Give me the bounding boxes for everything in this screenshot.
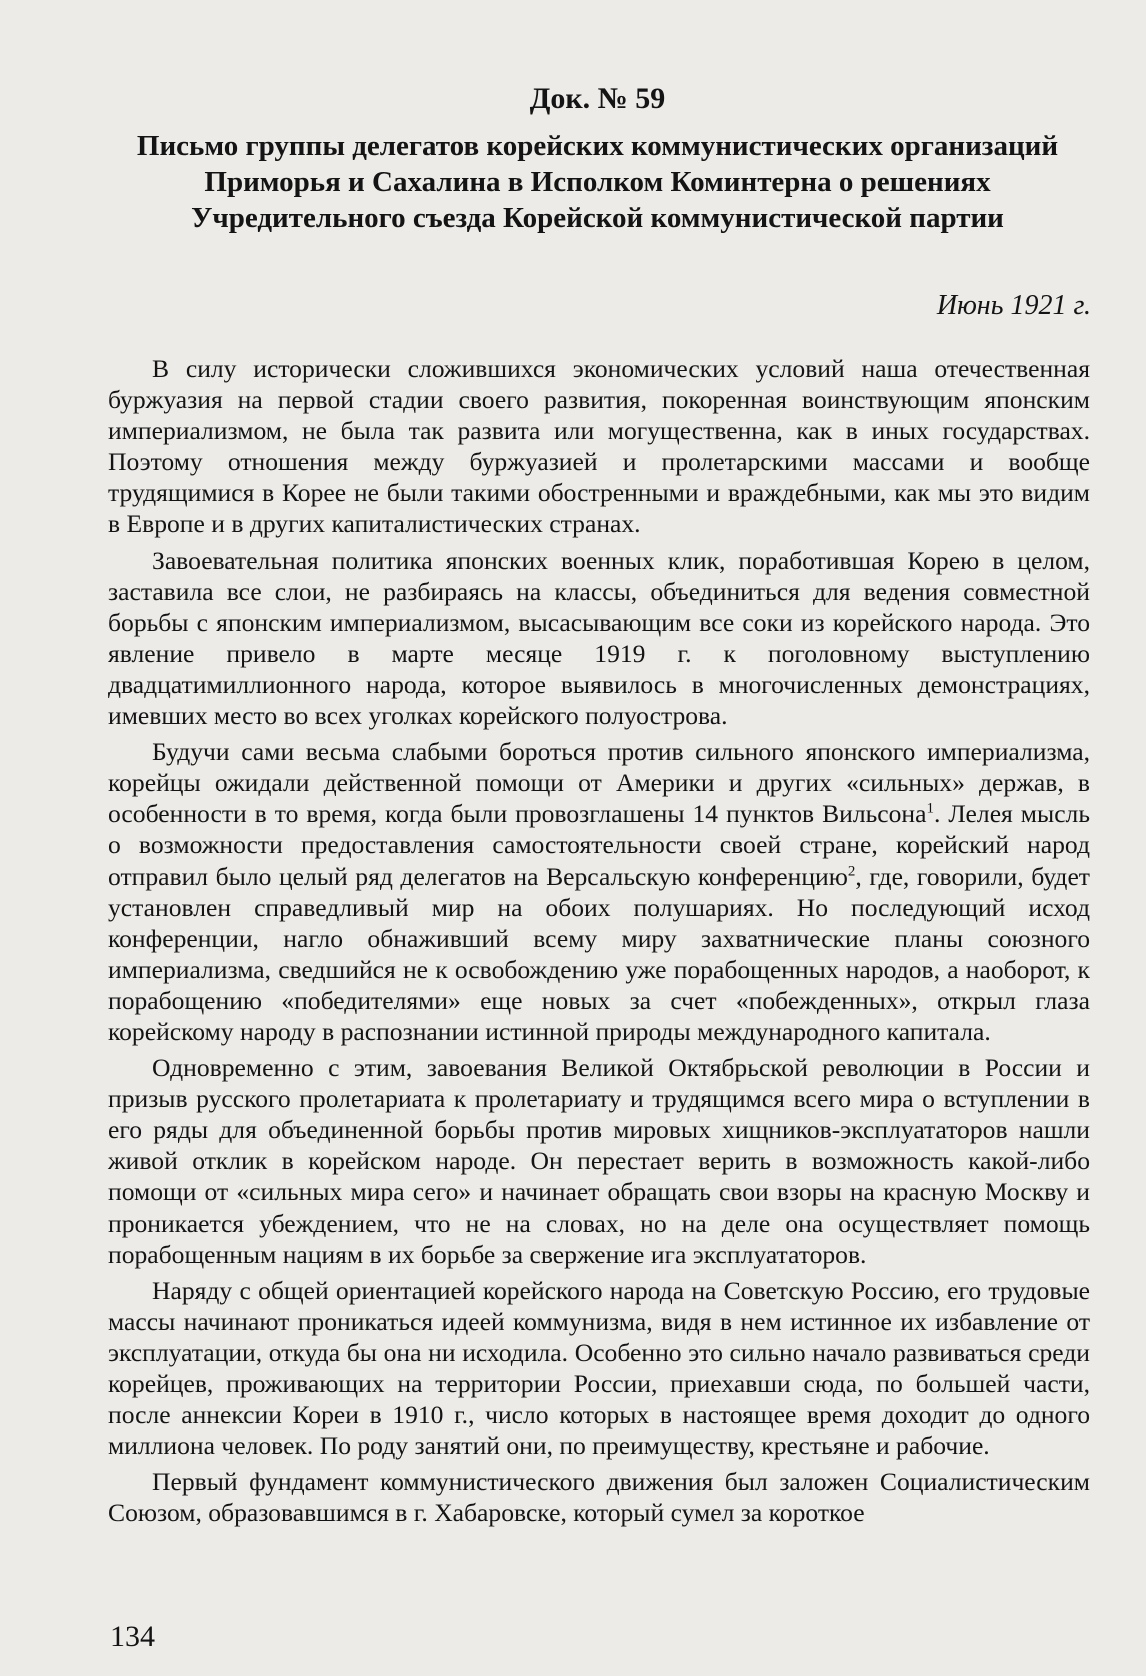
document-body [108, 353, 1090, 1528]
paragraph-3-part-c: , где, говорили, будет установлен справедливый мир на обоих полушариях. Но последующий исход конференции, нагло обнаживший всему миру захватнические планы союзного империализма, сведшийся не к освобождению уже порабощенных народов, а наоборот, к порабощению «победителями» еще новых за счет «побежденных», открыл глаза корейскому народу в распознании истинной природы международного капитала. [108, 861, 1090, 1046]
paragraph-3-part-b: . Лелея мысль о возможности предоставления самостоятельности своей стране, корейский народ отправил было целый ряд делегатов на Версальскую конференцию [108, 799, 1090, 891]
footnote-ref-1: 1 [926, 800, 934, 817]
document-date: Июнь 1921 г. [936, 290, 1091, 321]
paragraph-2: Завоевательная политика японских военных клик, поработившая Корею в целом, заставила все слои, не разбираясь на классы, объединиться для ведения совместной борьбы с японским империализмом, высасывающим все соки из корейского народа. Это явление привело в марте месяце 1919 г. к поголовному выступлению двадцатимиллионного народа, которое выявилось в многочисленных демонстрациях, имевших место во всех уголках корейского полуострова. [108, 545, 1090, 731]
paragraph-1: В силу исторически сложившихся экономических условий наша отечественная буржуазия на первой стадии своего развития, покоренная воинствующим японским империализмом, не была так развита или могущественна, как в иных государствах. Поэтому отношения между буржуазией и пролетарскими массами и вообще трудящимися в Корее не были такими обостренными и враждебными, как мы это видим в Европе и в других капиталистических странах. [108, 354, 1090, 539]
paragraph-3 [108, 736, 1090, 1047]
document-title: Письмо группы делегатов корейских коммунистических организаций Приморья и Сахалина в Исполком Коминтерна о решениях Учредительного съезда Корейской коммунистической партии [136, 130, 1059, 234]
page-number: 134 [110, 1620, 155, 1653]
footnote-ref-2: 2 [847, 862, 856, 879]
paragraph-6: Первый фундамент коммунистического движения был заложен Социалистическим Союзом, образовавшимся в г. Хабаровске, который сумел за короткое [108, 1467, 1090, 1528]
paragraph-5: Наряду с общей ориентацией корейского народа на Советскую Россию, его трудовые массы начинают проникаться идеей коммунизма, видя в нем истинное их избавление от эксплуатации, откуда бы она ни исходила. Особенно это сильно начало развиваться среди корейцев, проживающих на территории России, приехавши сюда, по большей части, после аннексии Кореи в 1910 г., число которых в настоящее время доходит до одного миллиона человек. По роду занятий они, по преимуществу, крестьяне и рабочие. [108, 1275, 1090, 1461]
document-number: Док. № 59 [529, 82, 666, 115]
paragraph-3-part-a: Будучи сами весьма слабыми бороться против сильного японского империализма, корейцы ожидали действенной помощи от Америки и других «сильных» держав, в особенности в то время, когда были провозглашены 14 пунктов Вильсона [108, 737, 1090, 829]
paragraph-4: Одновременно с этим, завоевания Великой Октябрьской революции в России и призыв русского пролетариата к пролетариату и трудящимся всего мира о вступлении в его ряды для объединенной борьбы против мировых хищников-эксплуататоров нашли живой отклик в корейском народе. Он перестает верить в возможность какой-либо помощи от «сильных мира сего» и начинает обращать свои взоры на красную Москву и проникается убеждением, что не на словах, но на деле она осуществляет помощь порабощенным нациям в их борьбе за свержение ига эксплуататоров. [108, 1053, 1090, 1269]
